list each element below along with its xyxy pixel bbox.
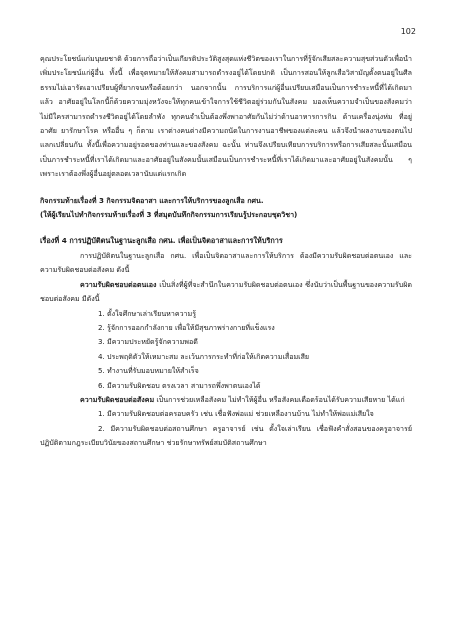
list-item: 6. มีความรับผิดชอบ ตรงเวลา สามารถพึ่งพาตนเองได้ [98, 380, 261, 390]
list-item: 2. รู้จักการออกกำลังกาย เพื่อให้มีสุขภาพร่างกายที่แข็งแรง [98, 322, 275, 332]
intro-paragraph: คุณประโยชน์แก่มนุษยชาติ ด้วยการถือว่าเป็นเกียรติประวัติสูงสุดแห่งชีวิตของเราในการที่รู้จักเสียสละความสุขส่วนตัวเพื่อนำเพิ่มประโยชน์แก่ผู้อื่น ทั้งนี้ เพื่อจุดหมายให้สังคมสามารถดำรงอยู่ได้โดยปกติ เป็นการสอนให้ลูกเสือวิสามัญตั้งตนอยู่ในศีลธรรมไม่เอารัดเอาเปรียบผู้ที่ยากจนหรือด้อยกว่า นอกจากนั้น การบริการแก่ผู้อื่นเปรียบเสมือนเป็นการชำระหนี้ที่ได้เกิดมาแล้ว อาศัยอยู่ในโลกนี้ก็ด้วยความมุ่งหวังจะให้ทุกคนเข้าใจการใช้ชีวิตอยู่ร่วมกันในสังคม มองเห็นความจำเป็นของสังคมว่าไม่มีใครสามารถดำรงชีวิตอยู่ได้โดยลำพัง ทุกคนจำเป็นต้องพึ่งพาอาศัยกันไม่ว่าด้านอาหารการกิน ด้านเครื่องนุ่งห่ม ที่อยู่อาศัย ยารักษาโรค หรืออื่น ๆ ก็ตาม เราต่างคนต่างมีความถนัดในการงานอาชีพของแต่ละคน แล้วจึงนำผลงานของตนไปแลกเปลี่ยนกัน ทั้งนี้เพื่อความอยู่รอดของท่านและของสังคม ฉะนั้น ท่านจึงเปรียบเทียบการบริการหรือการเสียสละนั้นเสมือนเป็นการชำระหนี้ที่เราได้เกิดมาและอาศัยอยู่ในสังคมนั้นเสมือนเป็นการชำระหนี้ที่เราได้เกิดมาและอาศัยอยู่ในสังคมนั้น ๆ เพราะเราต้องพึ่งผู้อื่นอยู่ตลอดเวลานับแต่แรกเกิด [40, 54, 412, 179]
social-responsibility-paragraph [40, 393, 412, 407]
list-item: 5. ทำงานที่รับมอบหมายให้สำเร็จ [98, 366, 199, 376]
social-responsibility-item-2: 2. มีความรับผิดชอบต่อสถานศึกษา ครูอาจารย์ เช่น ตั้งใจเล่าเรียน เชื่อฟังคำสั่งสอนของครูอาจารย์ ปฏิบัติตามกฎระเบียบวินัยของสถานศึกษา ช่วยรักษาทรัพย์สมบัติสถานศึกษา [40, 423, 412, 448]
self-responsibility-paragraph [40, 278, 412, 307]
list-item: 3. มีความประหยัดรู้จักความพอดี [98, 337, 198, 347]
section-heading: เรื่องที่ 4 การปฏิบัติตนในฐานะลูกเสือ กศน. เพื่อเป็นจิตอาสาและการให้บริการ [40, 236, 283, 246]
self-responsibility-list [40, 307, 412, 393]
activity-note-line2: (ให้ผู้เรียนไปทำกิจกรรมท้ายเรื่องที่ 3 ที่สมุดบันทึกกิจกรรมการเรียนรู้ประกอบชุดวิชา) [40, 210, 298, 220]
section-intro: การปฏิบัติตนในฐานะลูกเสือ กศน. เพื่อเป็นจิตอาสาและการให้บริการ ต้องมีความรับผิดชอบต่อตนเอง และความรับผิดชอบต่อสังคม ดังนี้ [40, 250, 412, 275]
list-item: 4. ประพฤติตัวให้เหมาะสม ละเว้นการกระทำที่ก่อให้เกิดความเสื่อมเสีย [98, 351, 310, 361]
self-responsibility-label: ความรับผิดชอบต่อตนเอง [80, 279, 157, 289]
list-item: 1. ตั้งใจศึกษาเล่าเรียนหาความรู้ [98, 308, 197, 318]
activity-note-line1: กิจกรรมท้ายเรื่องที่ 3 กิจกรรมจิตอาสา และการให้บริการของลูกเสือ กศน. [40, 195, 264, 205]
social-responsibility-label: ความรับผิดชอบต่อสังคม [80, 394, 155, 404]
social-responsibility-item-1: 1. มีความรับผิดชอบต่อครอบครัว เช่น เชื่อฟังพ่อแม่ ช่วยเหลืองานบ้าน ไม่ทำให้พ่อแม่เสียใจ [98, 409, 374, 419]
page-number: 102 [400, 27, 416, 36]
self-responsibility-text: เป็นสิ่งที่ผู้ที่จะสำนึกในความรับผิดชอบต่อตนเอง ซึ่งนับว่าเป็นพื้นฐานของความรับผิดชอบต่อสังคม มีดังนี้ [40, 279, 412, 304]
social-responsibility-text: เป็นการช่วยเหลือสังคม ไม่ทำให้ผู้อื่น หรือสังคมเดือดร้อนได้รับความเสียหาย ได้แก่ [154, 394, 405, 404]
